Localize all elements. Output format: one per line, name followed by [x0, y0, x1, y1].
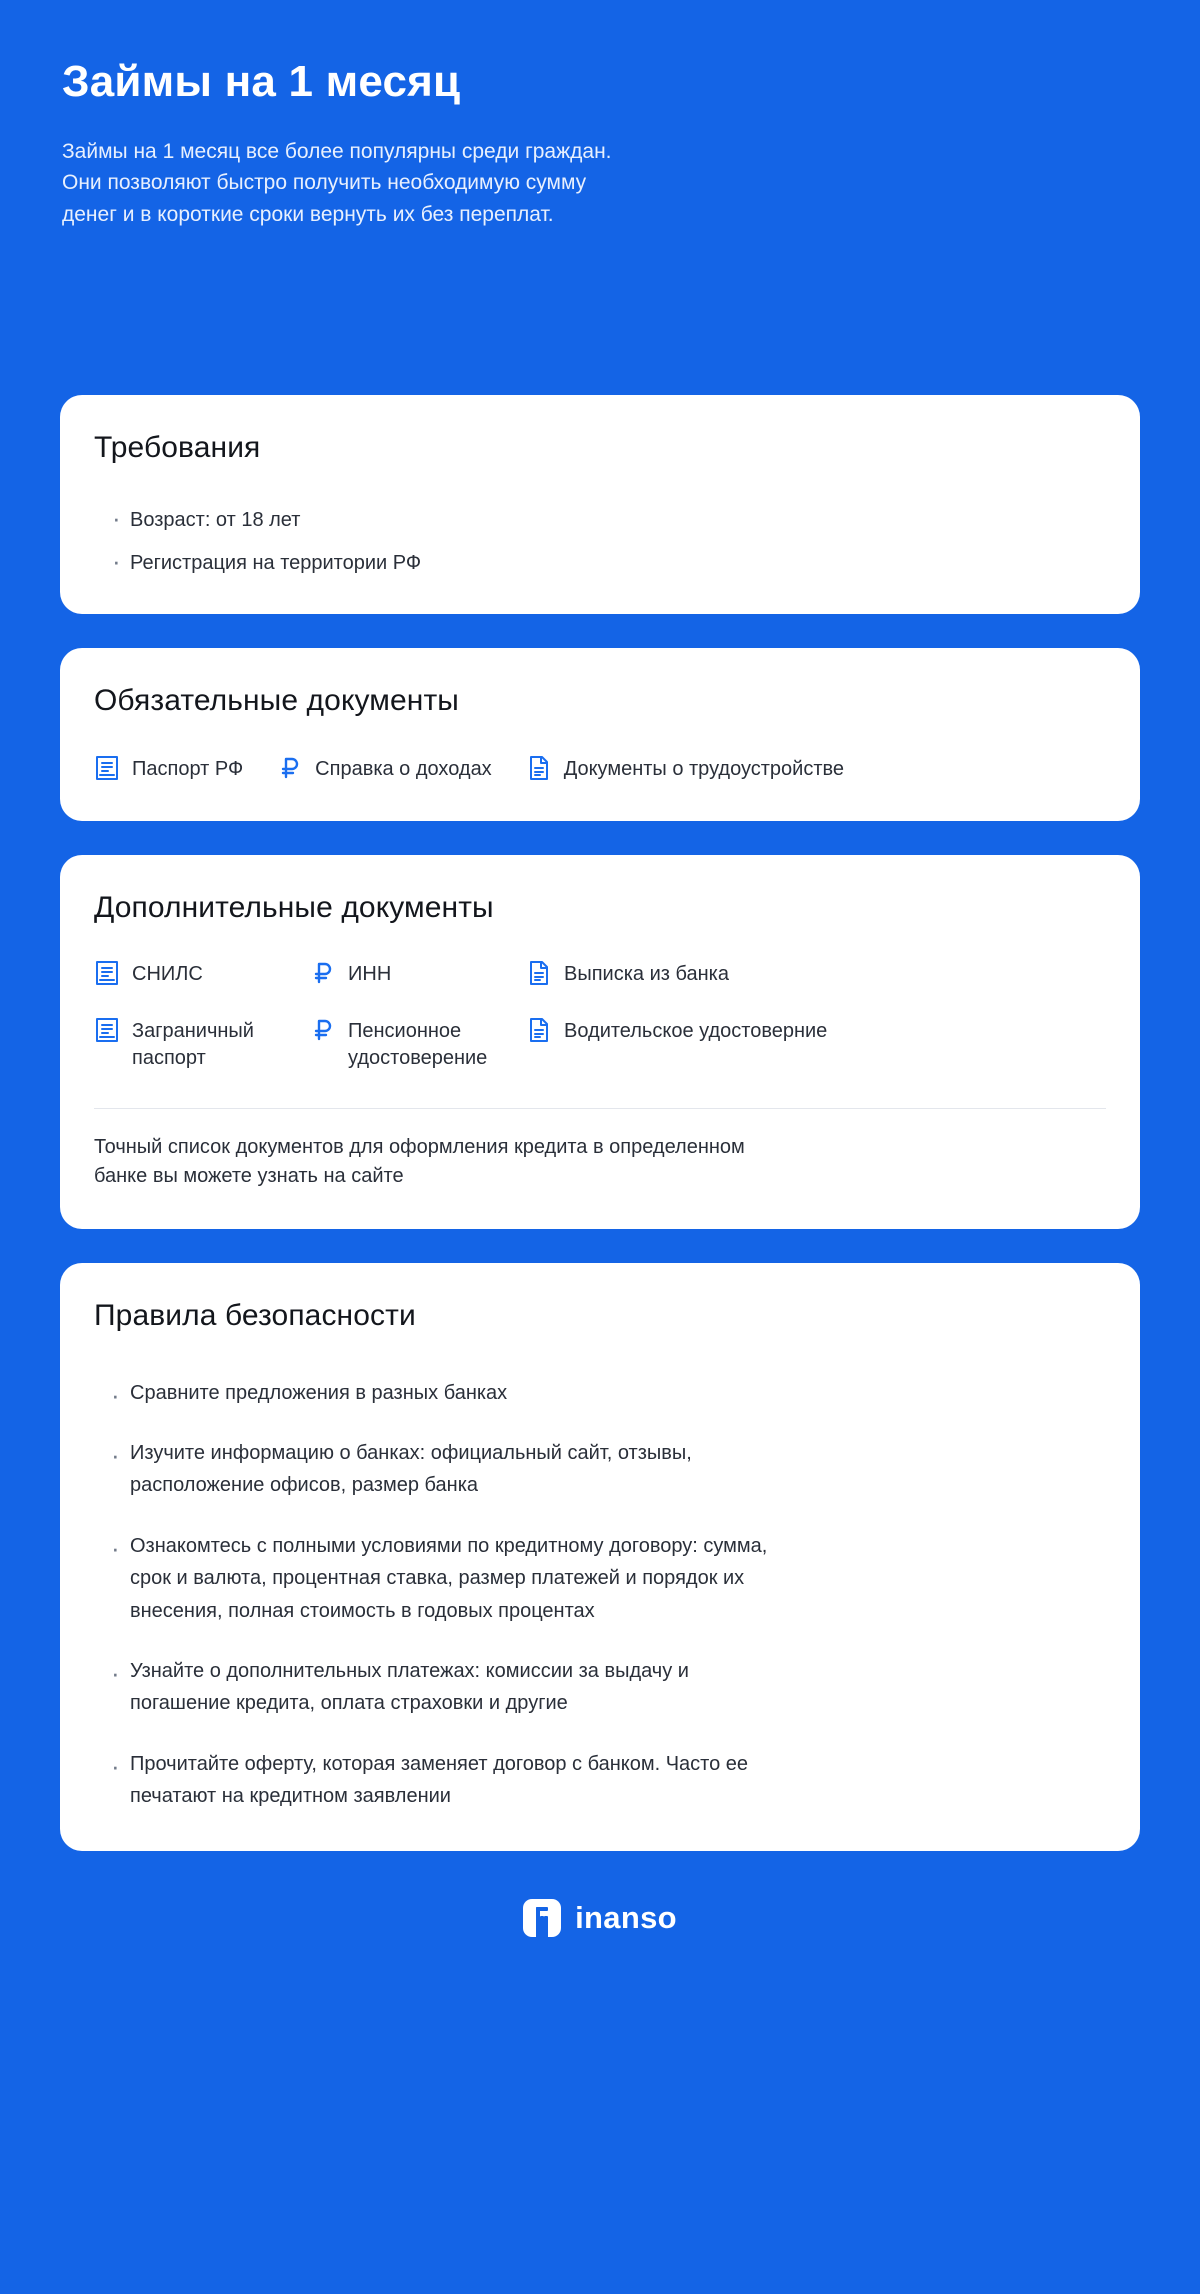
page-title: Займы на 1 месяц: [62, 57, 461, 106]
list-item: · Возраст: от 18 лет: [94, 507, 1106, 533]
cards-container: [60, 395, 1140, 1851]
card-safety-rules-title: Правила безопасности: [94, 1298, 416, 1332]
list-item: [526, 959, 846, 988]
list-item-label: Заграничный паспорт: [132, 1019, 254, 1069]
additional-documents-grid: [94, 959, 1106, 1072]
hero-subtitle: [62, 136, 782, 229]
list-item: [94, 754, 243, 783]
card-additional-documents: [60, 855, 1140, 1229]
hero-subtitle-line-2: Они позволяют быстро получить необходимую сумму: [62, 171, 587, 195]
card-requirements-title: Требования: [94, 430, 261, 464]
footer: [60, 1877, 1140, 1977]
list-item-label: ИНН: [348, 962, 392, 985]
card-safety-rules: [60, 1263, 1140, 1851]
list-item-label: Водительское удостоверние: [564, 1019, 828, 1042]
ruble-icon: [310, 959, 336, 987]
safety-rules-list: [94, 1377, 1106, 1813]
passport-icon: [94, 754, 120, 782]
list-item-label: Документы о трудоустройстве: [563, 757, 845, 780]
list-item-label: Пенсионное удостоверение: [348, 1019, 488, 1069]
required-documents-row: [94, 754, 1106, 783]
list-item: [310, 1016, 500, 1072]
logo-text: inanso: [575, 1899, 677, 1935]
card-additional-documents-title: Дополнительные документы: [94, 890, 494, 924]
list-item: [526, 1016, 846, 1072]
card-required-documents-title: Обязательные документы: [94, 683, 459, 717]
list-item-label: Справка о доходах: [315, 757, 492, 780]
list-item: · Прочитайте оферту, которая заменяет договор с банком. Часто ее печатают на кредитном заявлении: [94, 1748, 794, 1813]
list-item: [310, 959, 500, 988]
ruble-icon: [310, 1016, 336, 1044]
finanso-logo-icon: [523, 1899, 561, 1937]
list-item-label: Паспорт РФ: [132, 757, 244, 780]
list-item: · Регистрация на территории РФ: [94, 550, 1106, 576]
document-icon: [526, 1016, 552, 1044]
hero-section: [60, 0, 1140, 230]
list-item: · Изучите информацию о банках: официальный сайт, отзывы, расположение офисов, размер банка: [94, 1437, 794, 1502]
document-icon: [526, 959, 552, 987]
ruble-icon: [277, 754, 303, 782]
passport-icon: [94, 959, 120, 987]
hero-subtitle-line-1: Займы на 1 месяц все более популярны среди граждан.: [62, 140, 612, 164]
list-item: · Сравните предложения в разных банках: [94, 1377, 794, 1409]
list-item: · Ознакомтесь с полными условиями по кредитному договору: сумма, срок и валюта, процентная ставка, размер платежей и порядок их внесения, полная стоимость в годовых процентах: [94, 1530, 794, 1627]
additional-documents-note: Точный список документов для оформления кредита в определенном банке вы можете узнать на сайте: [94, 1135, 745, 1187]
document-icon: [526, 754, 552, 782]
list-item: [526, 754, 844, 783]
list-item: · Узнайте о дополнительных платежах: комиссии за выдачу и погашение кредита, оплата страховки и другие: [94, 1655, 794, 1720]
requirements-list: [94, 507, 1106, 576]
list-item: [277, 754, 492, 783]
list-item: [94, 959, 284, 988]
card-required-documents: [60, 648, 1140, 821]
passport-icon: [94, 1016, 120, 1044]
divider: [94, 1108, 1106, 1109]
list-item: [94, 1016, 284, 1072]
hero-subtitle-line-3: денег и в короткие сроки вернуть их без переплат.: [62, 202, 554, 226]
list-item-label: СНИЛС: [132, 962, 203, 985]
list-item-label: Выписка из банка: [564, 962, 729, 985]
card-requirements: [60, 395, 1140, 614]
